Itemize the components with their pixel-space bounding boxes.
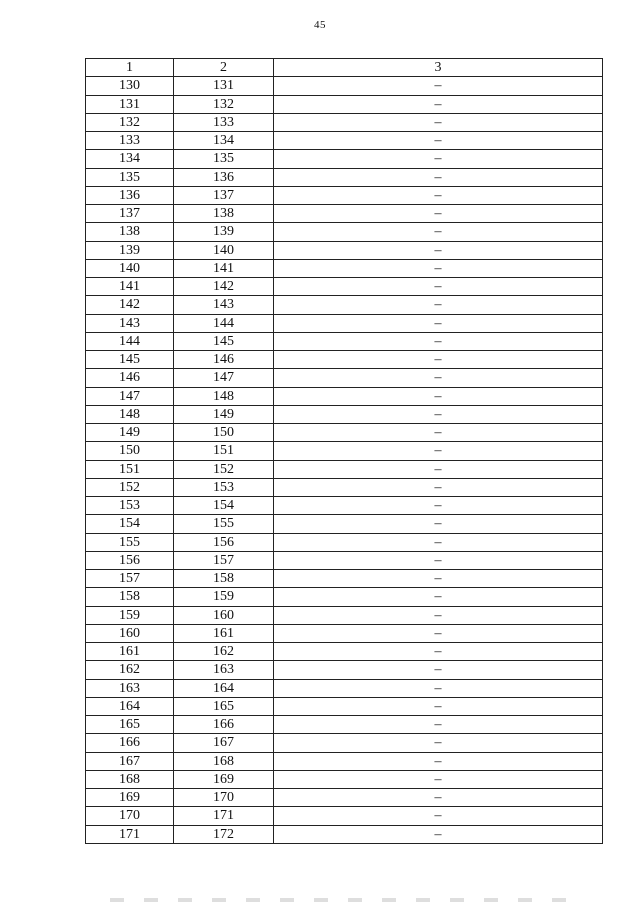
- table-row: [86, 77, 603, 95]
- table-cell-col-2: 157: [174, 551, 274, 569]
- table-cell-col-3: –: [274, 825, 603, 843]
- table-cell-col-1: 156: [86, 551, 174, 569]
- table-row: [86, 789, 603, 807]
- table-cell-col-1: 152: [86, 478, 174, 496]
- table-row: [86, 588, 603, 606]
- table-cell-col-3: –: [274, 643, 603, 661]
- table-cell-col-2: 158: [174, 570, 274, 588]
- table-cell-col-3: –: [274, 223, 603, 241]
- table-cell-col-2: 149: [174, 405, 274, 423]
- table-row: [86, 113, 603, 131]
- table-cell-col-2: 169: [174, 770, 274, 788]
- table-cell-col-1: 132: [86, 113, 174, 131]
- table-cell-col-1: 168: [86, 770, 174, 788]
- table-cell-col-1: 153: [86, 497, 174, 515]
- table-cell-col-3: –: [274, 113, 603, 131]
- table-cell-col-2: 143: [174, 296, 274, 314]
- table-cell-col-1: 162: [86, 661, 174, 679]
- table-cell-col-2: 133: [174, 113, 274, 131]
- table-row: [86, 369, 603, 387]
- table-cell-col-2: 135: [174, 150, 274, 168]
- table-cell-col-3: –: [274, 734, 603, 752]
- column-header-3: 3: [274, 59, 603, 77]
- table-cell-col-2: 164: [174, 679, 274, 697]
- table-row: [86, 551, 603, 569]
- table-cell-col-1: 158: [86, 588, 174, 606]
- table-cell-col-3: –: [274, 716, 603, 734]
- table-cell-col-1: 144: [86, 332, 174, 350]
- table-cell-col-2: 142: [174, 278, 274, 296]
- table-row: [86, 332, 603, 350]
- table-cell-col-2: 168: [174, 752, 274, 770]
- table-row: [86, 478, 603, 496]
- table-cell-col-3: –: [274, 405, 603, 423]
- table-row: [86, 460, 603, 478]
- table-cell-col-1: 131: [86, 95, 174, 113]
- table-cell-col-3: –: [274, 77, 603, 95]
- table-cell-col-2: 134: [174, 132, 274, 150]
- table-cell-col-2: 137: [174, 186, 274, 204]
- table-row: [86, 515, 603, 533]
- column-header-2: 2: [174, 59, 274, 77]
- table-cell-col-1: 164: [86, 697, 174, 715]
- table-cell-col-2: 172: [174, 825, 274, 843]
- table-row: [86, 661, 603, 679]
- table-row: [86, 752, 603, 770]
- table-cell-col-3: –: [274, 588, 603, 606]
- table-cell-col-3: –: [274, 259, 603, 277]
- table-cell-col-2: 147: [174, 369, 274, 387]
- table-cell-col-3: –: [274, 332, 603, 350]
- page-number: 45: [314, 19, 326, 31]
- table-cell-col-3: –: [274, 460, 603, 478]
- table-cell-col-3: –: [274, 697, 603, 715]
- data-table: [85, 58, 603, 844]
- table-cell-col-3: –: [274, 150, 603, 168]
- table-row: [86, 825, 603, 843]
- table-cell-col-2: 132: [174, 95, 274, 113]
- table-cell-col-3: –: [274, 570, 603, 588]
- table-cell-col-3: –: [274, 789, 603, 807]
- table-row: [86, 95, 603, 113]
- table-row: [86, 734, 603, 752]
- table-cell-col-2: 160: [174, 606, 274, 624]
- table-body: [86, 77, 603, 844]
- table-cell-col-3: –: [274, 241, 603, 259]
- table-cell-col-2: 150: [174, 424, 274, 442]
- table-cell-col-1: 167: [86, 752, 174, 770]
- table-cell-col-1: 165: [86, 716, 174, 734]
- table-cell-col-1: 155: [86, 533, 174, 551]
- table-cell-col-2: 153: [174, 478, 274, 496]
- table-cell-col-1: 151: [86, 460, 174, 478]
- table-cell-col-2: 131: [174, 77, 274, 95]
- table-cell-col-3: –: [274, 314, 603, 332]
- table-cell-col-3: –: [274, 296, 603, 314]
- table-cell-col-3: –: [274, 533, 603, 551]
- table-cell-col-1: 149: [86, 424, 174, 442]
- table-cell-col-3: –: [274, 278, 603, 296]
- table-cell-col-2: 140: [174, 241, 274, 259]
- table-row: [86, 606, 603, 624]
- table-cell-col-3: –: [274, 679, 603, 697]
- table-cell-col-1: 134: [86, 150, 174, 168]
- table-cell-col-3: –: [274, 624, 603, 642]
- table-cell-col-2: 170: [174, 789, 274, 807]
- table-cell-col-1: 166: [86, 734, 174, 752]
- table-cell-col-2: 144: [174, 314, 274, 332]
- table-cell-col-2: 148: [174, 387, 274, 405]
- table-cell-col-1: 147: [86, 387, 174, 405]
- table-cell-col-2: 159: [174, 588, 274, 606]
- table-cell-col-3: –: [274, 168, 603, 186]
- table-row: [86, 351, 603, 369]
- table-cell-col-1: 140: [86, 259, 174, 277]
- table-row: [86, 533, 603, 551]
- table-row: [86, 168, 603, 186]
- table-cell-col-3: –: [274, 551, 603, 569]
- table-cell-col-1: 133: [86, 132, 174, 150]
- table-cell-col-3: –: [274, 661, 603, 679]
- table-row: [86, 259, 603, 277]
- table-cell-col-3: –: [274, 186, 603, 204]
- table-cell-col-3: –: [274, 95, 603, 113]
- table-cell-col-1: 159: [86, 606, 174, 624]
- column-header-1: 1: [86, 59, 174, 77]
- table-cell-col-1: 171: [86, 825, 174, 843]
- table-row: [86, 387, 603, 405]
- table-cell-col-3: –: [274, 497, 603, 515]
- table-cell-col-2: 141: [174, 259, 274, 277]
- table-row: [86, 223, 603, 241]
- table-cell-col-3: –: [274, 770, 603, 788]
- table-row: [86, 132, 603, 150]
- table-row: [86, 807, 603, 825]
- table-cell-col-2: 151: [174, 442, 274, 460]
- table-cell-col-3: –: [274, 351, 603, 369]
- table-row: [86, 186, 603, 204]
- table-cell-col-1: 169: [86, 789, 174, 807]
- table-cell-col-3: –: [274, 606, 603, 624]
- table-cell-col-1: 142: [86, 296, 174, 314]
- table-cell-col-3: –: [274, 387, 603, 405]
- table-cell-col-2: 152: [174, 460, 274, 478]
- table-cell-col-1: 163: [86, 679, 174, 697]
- table-cell-col-1: 136: [86, 186, 174, 204]
- table-row: [86, 405, 603, 423]
- table-row: [86, 497, 603, 515]
- table-cell-col-1: 170: [86, 807, 174, 825]
- table-header-row: [86, 59, 603, 77]
- table-cell-col-2: 156: [174, 533, 274, 551]
- table-row: [86, 643, 603, 661]
- table-cell-col-1: 138: [86, 223, 174, 241]
- table-cell-col-1: 148: [86, 405, 174, 423]
- table-row: [86, 424, 603, 442]
- table-cell-col-2: 154: [174, 497, 274, 515]
- table-cell-col-3: –: [274, 205, 603, 223]
- scan-artifact: [110, 898, 580, 902]
- table-cell-col-2: 155: [174, 515, 274, 533]
- table-cell-col-2: 161: [174, 624, 274, 642]
- table-row: [86, 314, 603, 332]
- table-row: [86, 296, 603, 314]
- table-row: [86, 150, 603, 168]
- table-cell-col-3: –: [274, 752, 603, 770]
- table-cell-col-1: 139: [86, 241, 174, 259]
- table-cell-col-1: 135: [86, 168, 174, 186]
- table-cell-col-2: 145: [174, 332, 274, 350]
- table-cell-col-3: –: [274, 132, 603, 150]
- table-row: [86, 442, 603, 460]
- table-cell-col-2: 162: [174, 643, 274, 661]
- table-cell-col-2: 171: [174, 807, 274, 825]
- table-cell-col-3: –: [274, 807, 603, 825]
- table-cell-col-3: –: [274, 515, 603, 533]
- table-cell-col-2: 167: [174, 734, 274, 752]
- table-cell-col-3: –: [274, 424, 603, 442]
- table-row: [86, 770, 603, 788]
- table-row: [86, 278, 603, 296]
- table-row: [86, 570, 603, 588]
- table-cell-col-1: 150: [86, 442, 174, 460]
- table-row: [86, 697, 603, 715]
- table-cell-col-2: 139: [174, 223, 274, 241]
- table-row: [86, 624, 603, 642]
- table-cell-col-1: 145: [86, 351, 174, 369]
- table-cell-col-3: –: [274, 478, 603, 496]
- table-row: [86, 205, 603, 223]
- table-cell-col-2: 165: [174, 697, 274, 715]
- table-cell-col-2: 163: [174, 661, 274, 679]
- table-cell-col-1: 137: [86, 205, 174, 223]
- table-cell-col-2: 146: [174, 351, 274, 369]
- table-cell-col-1: 157: [86, 570, 174, 588]
- table-row: [86, 716, 603, 734]
- table-cell-col-1: 130: [86, 77, 174, 95]
- table-row: [86, 241, 603, 259]
- table-cell-col-1: 141: [86, 278, 174, 296]
- table-cell-col-2: 138: [174, 205, 274, 223]
- table-row: [86, 679, 603, 697]
- table-cell-col-1: 161: [86, 643, 174, 661]
- table-cell-col-2: 136: [174, 168, 274, 186]
- table-cell-col-1: 146: [86, 369, 174, 387]
- table-cell-col-3: –: [274, 442, 603, 460]
- table-cell-col-2: 166: [174, 716, 274, 734]
- table-cell-col-1: 143: [86, 314, 174, 332]
- table-cell-col-1: 154: [86, 515, 174, 533]
- table-cell-col-1: 160: [86, 624, 174, 642]
- table-cell-col-3: –: [274, 369, 603, 387]
